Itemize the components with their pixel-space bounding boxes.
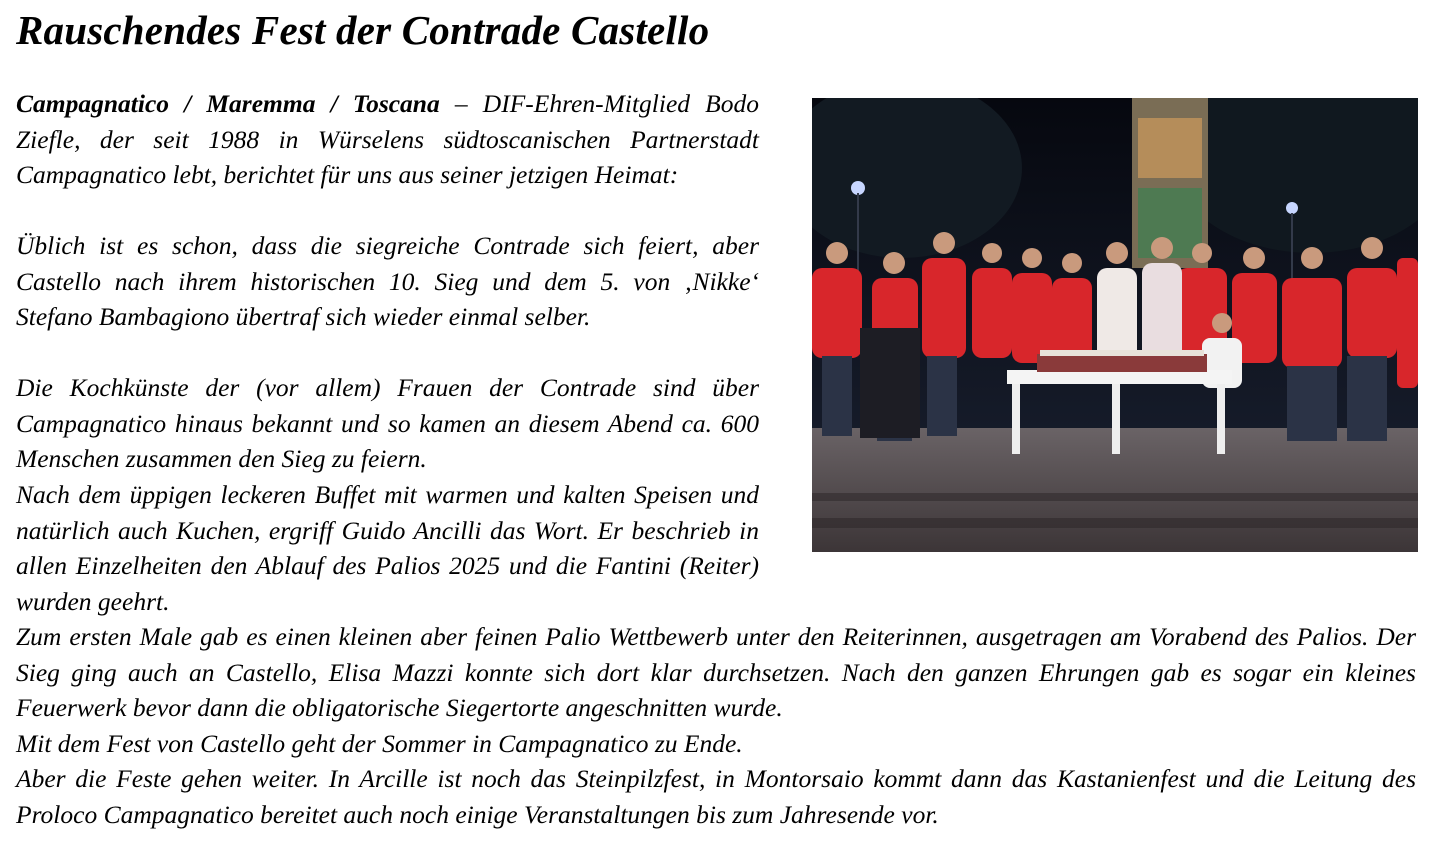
intro-paragraph xyxy=(16,86,759,193)
paragraph-2: Die Kochkünste der (vor allem) Frauen der Contrade sind über Campagnatico hinaus bekannt und so kamen an diesem Abend ca. 600 Menschen zusammen den Sieg zu feiern. xyxy=(16,373,759,473)
paragraph-6: Aber die Feste gehen weiter. In Arcille ist noch das Steinpilzfest, in Montorsaio kommt dann das Kastanienfest und die Leitung des Proloco Campagnatico bereitet auch noch einige Veranstaltungen bis zum Jahresende vor. xyxy=(16,764,1416,829)
intro-text: – DIF-Ehren-Mitglied Bodo Ziefle, der seit 1988 in Würselens südtoscanischen Partnerstadt Campagnatico lebt, berichtet für uns aus seiner jetzigen Heimat: xyxy=(16,89,759,189)
paragraph-1: Üblich ist es schon, dass die siegreiche Contrade sich feiert, aber Castello nach ihrem historischen 10. Sieg und dem 5. von ‚Nikke‘ Stefano Bambagiono übertraf sich wieder einmal selber. xyxy=(16,231,759,331)
dateline: Campagnatico / Maremma / Toscana xyxy=(16,89,440,118)
paragraph-4: Zum ersten Male gab es einen kleinen aber feinen Palio Wettbewerb unter den Reiterinnen, ausgetragen am Vorabend des Palios. Der Sieg ging auch an Castello, Elisa Mazzi konnte sich dort klar durchsetzen. Nach den ganzen Ehrungen gab es sogar ein kleines Feuerwerk bevor dann die obligatorische Siegertorte angeschnitten wurde. xyxy=(16,622,1416,722)
celebration-photo xyxy=(812,98,1418,552)
article-title: Rauschendes Fest der Contrade Castello xyxy=(16,7,710,53)
paragraph-5: Mit dem Fest von Castello geht der Sommer in Campagnatico zu Ende. xyxy=(16,729,743,758)
paragraph-3: Nach dem üppigen leckeren Buffet mit warmen und kalten Speisen und natürlich auch Kuchen, ergriff Guido Ancilli das Wort. Er beschrieb in allen Einzelheiten den Ablauf des Palios 2025 und die Fantini (Reiter) wurden geehrt. xyxy=(16,480,759,616)
